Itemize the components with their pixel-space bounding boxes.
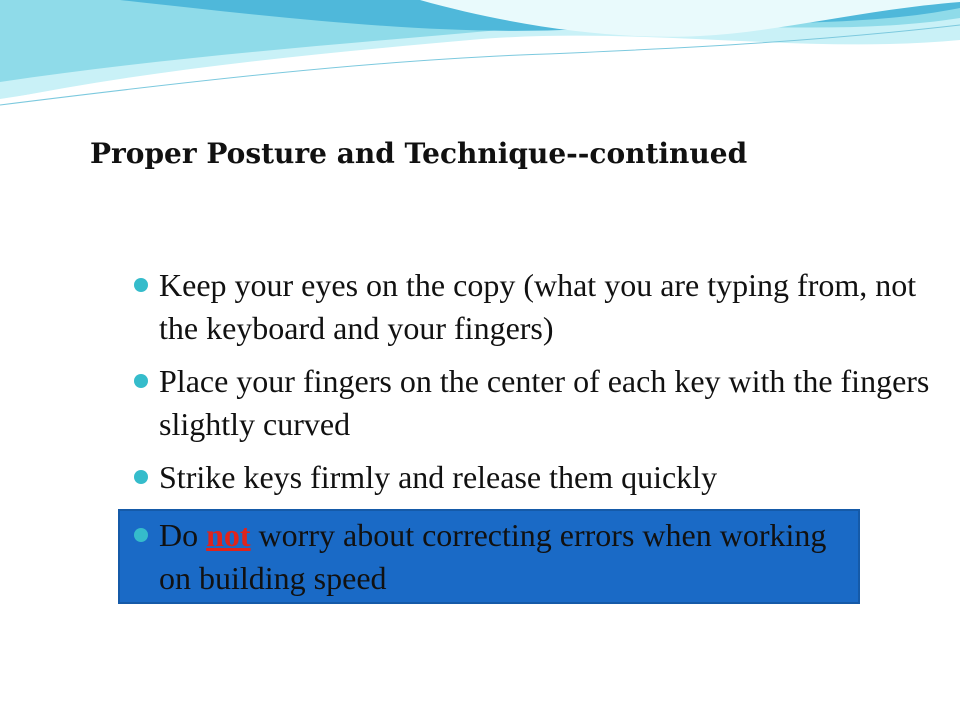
- header-wave-decoration: [0, 0, 960, 120]
- highlighted-bullet-item: [118, 509, 860, 604]
- bullet-dot-icon: [134, 374, 148, 388]
- bullet-item: [130, 456, 930, 499]
- bullet-item: [130, 264, 930, 350]
- title-main: Proper Posture and Technique: [90, 137, 567, 170]
- bullet-list: [130, 264, 930, 614]
- slide-title: [90, 137, 747, 170]
- emphasis-not: not: [206, 517, 251, 553]
- title-suffix: continued: [589, 137, 748, 170]
- bullet-dot-icon: [134, 278, 148, 292]
- bullet-text: Strike keys firmly and release them quickly: [159, 459, 718, 495]
- bullet-dot-icon: [134, 528, 148, 542]
- title-separator: --: [566, 137, 590, 170]
- bullet-text: Place your fingers on the center of each key with the fingers slightly curved: [159, 363, 930, 442]
- bullet-item: [130, 360, 930, 446]
- bullet-text: Keep your eyes on the copy (what you are typing from, not the keyboard and your fingers): [159, 267, 917, 346]
- bullet-text-post: worry about correcting errors when working on building speed: [159, 517, 827, 596]
- bullet-text-pre: Do: [159, 517, 207, 553]
- bullet-dot-icon: [134, 470, 148, 484]
